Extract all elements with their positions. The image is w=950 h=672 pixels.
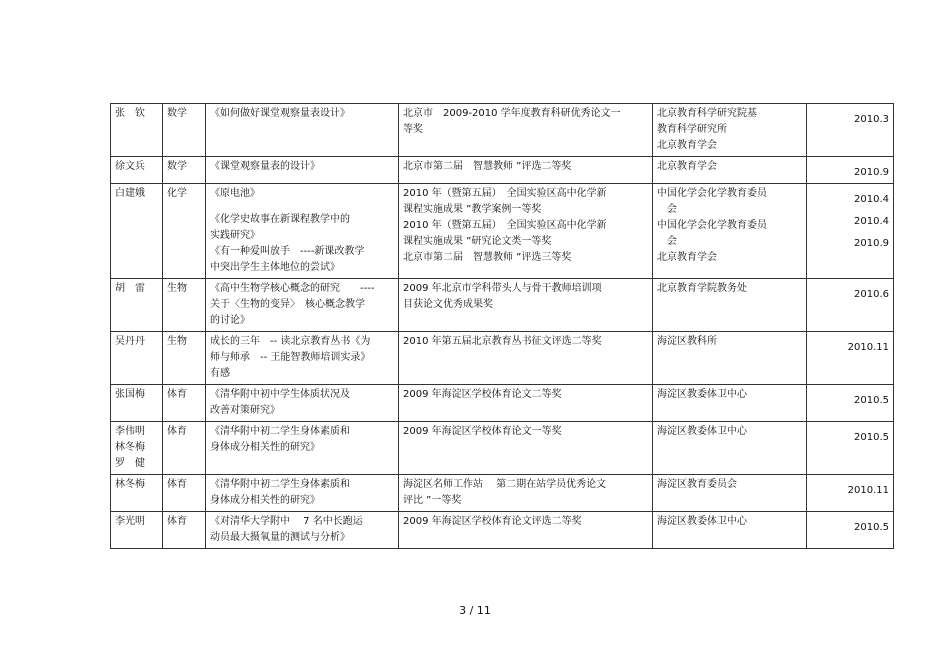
- paper-title-line: 关于〈生物的变异〉 核心概念教学: [210, 299, 365, 310]
- paper-title-line: 师与师承 -- 王能智教师培训实录》: [210, 352, 371, 363]
- teacher-name-line: 林冬梅: [115, 442, 145, 453]
- table-row: [111, 512, 894, 549]
- awards-table-body: [111, 104, 894, 549]
- table-row: [111, 422, 894, 475]
- issuing-organization-cell: [653, 385, 807, 422]
- subject-text: 体育: [167, 479, 187, 490]
- issuing-organization-line: 海淀区教委体卫中心: [657, 389, 747, 400]
- award-date-line: 2010.4: [854, 216, 889, 227]
- award-line: 2009 年海淀区学校体育论文评选二等奖: [403, 516, 582, 527]
- table-row: [111, 184, 894, 279]
- award-line: 课程实施成果 ”研究论文类一等奖: [403, 236, 552, 247]
- paper-title-line: 《对清华大学附中 7 名中长跑运: [210, 516, 363, 527]
- subject-text: 体育: [167, 426, 187, 437]
- award-cell: [399, 422, 653, 475]
- subject-cell: [163, 332, 206, 385]
- paper-title-line: 改善对策研究》: [210, 405, 280, 416]
- paper-title-line: 实践研究》: [210, 230, 260, 241]
- award-cell: [399, 512, 653, 549]
- award-line: 北京市第二届 智慧教师 ”评选三等奖: [403, 252, 572, 263]
- award-date-line: 2010.11: [847, 342, 889, 353]
- award-date-line: 2010.9: [854, 238, 889, 249]
- subject-text: 体育: [167, 389, 187, 400]
- award-cell: [399, 332, 653, 385]
- issuing-organization-cell: [653, 512, 807, 549]
- paper-title-line: 的讨论》: [210, 315, 250, 326]
- paper-title-line: 《有一种爱叫放手 ----新课改教学: [210, 246, 365, 257]
- award-date-cell: [807, 184, 894, 279]
- subject-cell: [163, 104, 206, 157]
- award-line: 课程实施成果 ”教学案例一等奖: [403, 204, 542, 215]
- issuing-organization-line: 北京教育学院教务处: [657, 283, 747, 294]
- award-date-line: 2010.4: [854, 194, 889, 205]
- award-date-line: 2010.9: [854, 167, 889, 178]
- teacher-name-cell: [111, 385, 163, 422]
- paper-title-cell: [206, 422, 399, 475]
- teacher-name-cell: [111, 184, 163, 279]
- award-line: 2009 年北京市学科带头人与骨干教师培训项: [403, 283, 602, 294]
- subject-text: 体育: [167, 516, 187, 527]
- teacher-name-line: 胡 雷: [115, 283, 145, 294]
- award-cell: [399, 157, 653, 184]
- paper-title-line: 《如何做好课堂观察量表设计》: [210, 108, 350, 119]
- award-date-line: 2010.3: [854, 114, 889, 125]
- issuing-organization-cell: [653, 157, 807, 184]
- teacher-name-line: 吴丹丹: [115, 336, 145, 347]
- award-date-cell: [807, 512, 894, 549]
- paper-title-line: 《原电池》: [210, 188, 260, 199]
- issuing-organization-line: 教育科学研究所: [657, 124, 727, 135]
- paper-title-line: 成长的三年 -- 读北京教育丛书《为: [210, 336, 371, 347]
- table-row: [111, 332, 894, 385]
- subject-text: 生物: [167, 336, 187, 347]
- paper-title-cell: [206, 512, 399, 549]
- issuing-organization-line: 北京教育学会: [657, 140, 717, 151]
- award-line: 海淀区名师工作站 第二期在站学员优秀论文: [403, 479, 607, 490]
- issuing-organization-line: 海淀区教委体卫中心: [657, 426, 747, 437]
- teacher-name-line: 罗 健: [115, 458, 145, 469]
- award-date-line: 2010.5: [854, 522, 889, 533]
- award-line: 2009 年海淀区学校体育论文一等奖: [403, 426, 562, 437]
- teacher-name-line: 徐文兵: [115, 161, 145, 172]
- issuing-organization-line: 会: [657, 236, 677, 247]
- paper-title-cell: [206, 157, 399, 184]
- award-line: 北京市第二届 智慧教师 ”评选二等奖: [403, 161, 572, 172]
- subject-cell: [163, 279, 206, 332]
- table-row: [111, 104, 894, 157]
- teacher-name-line: 李伟明: [115, 426, 145, 437]
- subject-cell: [163, 157, 206, 184]
- award-cell: [399, 184, 653, 279]
- issuing-organization-cell: [653, 475, 807, 512]
- paper-title-cell: [206, 279, 399, 332]
- award-cell: [399, 279, 653, 332]
- award-date-line: 2010.5: [854, 395, 889, 406]
- subject-cell: [163, 422, 206, 475]
- subject-cell: [163, 184, 206, 279]
- paper-title-line: 《清华附中初二学生身体素质和: [210, 426, 350, 437]
- award-date-cell: [807, 279, 894, 332]
- table-row: [111, 157, 894, 184]
- teacher-name-cell: [111, 104, 163, 157]
- award-date-cell: [807, 157, 894, 184]
- paper-title-cell: [206, 332, 399, 385]
- teacher-name-cell: [111, 475, 163, 512]
- award-cell: [399, 385, 653, 422]
- issuing-organization-line: 北京教育科学研究院基: [657, 108, 757, 119]
- issuing-organization-line: 海淀区教育委员会: [657, 479, 737, 490]
- table-row: [111, 385, 894, 422]
- award-date-cell: [807, 385, 894, 422]
- table-row: [111, 279, 894, 332]
- paper-title-cell: [206, 475, 399, 512]
- teacher-name-line: 张 钦: [115, 108, 145, 119]
- paper-title-cell: [206, 104, 399, 157]
- page-number: 3 / 11: [459, 604, 491, 617]
- paper-title-line: 中突出学生主体地位的尝试》: [210, 262, 340, 273]
- award-date-cell: [807, 104, 894, 157]
- award-date-cell: [807, 475, 894, 512]
- subject-cell: [163, 512, 206, 549]
- issuing-organization-line: 中国化学会化学教育委员: [657, 188, 767, 199]
- issuing-organization-line: 中国化学会化学教育委员: [657, 220, 767, 231]
- teacher-name-cell: [111, 157, 163, 184]
- paper-title-line: 《清华附中初中学生体质状况及: [210, 389, 350, 400]
- subject-text: 数学: [167, 161, 187, 172]
- teacher-name-line: 张国梅: [115, 389, 145, 400]
- teacher-name-cell: [111, 279, 163, 332]
- paper-title-line: 《课堂观察量表的设计》: [210, 161, 320, 172]
- award-line: 2010 年第五届北京教育丛书征文评选二等奖: [403, 336, 602, 347]
- paper-title-cell: [206, 184, 399, 279]
- paper-title-line: 身体成分相关性的研究》: [210, 442, 320, 453]
- issuing-organization-line: 会: [657, 204, 677, 215]
- subject-cell: [163, 475, 206, 512]
- issuing-organization-line: 北京教育学会: [657, 161, 717, 172]
- issuing-organization-line: 北京教育学会: [657, 252, 717, 263]
- teacher-name-cell: [111, 332, 163, 385]
- issuing-organization-line: 海淀区教委体卫中心: [657, 516, 747, 527]
- issuing-organization-cell: [653, 104, 807, 157]
- paper-title-line: 《清华附中初二学生身体素质和: [210, 479, 350, 490]
- awards-table: [110, 103, 894, 549]
- award-date-line: 2010.5: [854, 432, 889, 443]
- issuing-organization-cell: [653, 332, 807, 385]
- issuing-organization-cell: [653, 422, 807, 475]
- paper-title-line: 身体成分相关性的研究》: [210, 495, 320, 506]
- award-date-line: 2010.6: [854, 289, 889, 300]
- award-cell: [399, 104, 653, 157]
- award-line: 目获论文优秀成果奖: [403, 299, 493, 310]
- issuing-organization-cell: [653, 184, 807, 279]
- table-row: [111, 475, 894, 512]
- paper-title-line: [210, 202, 394, 212]
- award-cell: [399, 475, 653, 512]
- award-line: 北京市 2009-2010 学年度教育科研优秀论文一: [403, 108, 621, 119]
- paper-title-cell: [206, 385, 399, 422]
- teacher-name-cell: [111, 512, 163, 549]
- award-line: 2009 年海淀区学校体育论文二等奖: [403, 389, 562, 400]
- award-date-cell: [807, 422, 894, 475]
- subject-text: 数学: [167, 108, 187, 119]
- teacher-name-line: 林冬梅: [115, 479, 145, 490]
- teacher-name-line: 李光明: [115, 516, 145, 527]
- teacher-name-line: 白建娥: [115, 188, 145, 199]
- subject-text: 生物: [167, 283, 187, 294]
- subject-text: 化学: [167, 188, 187, 199]
- paper-title-line: 有感: [210, 368, 230, 379]
- paper-title-line: 《高中生物学核心概念的研究 ----: [210, 283, 375, 294]
- award-date-cell: [807, 332, 894, 385]
- paper-title-line: 《化学史故事在新课程教学中的: [210, 214, 350, 225]
- subject-cell: [163, 385, 206, 422]
- award-line: 等奖: [403, 124, 423, 135]
- award-line: 2010 年（暨第五届） 全国实验区高中化学新: [403, 220, 607, 231]
- teacher-name-cell: [111, 422, 163, 475]
- award-line: 2010 年（暨第五届） 全国实验区高中化学新: [403, 188, 607, 199]
- issuing-organization-line: 海淀区教科所: [657, 336, 717, 347]
- paper-title-line: 动员最大摄氧量的测试与分析》: [210, 532, 350, 543]
- award-date-line: 2010.11: [847, 485, 889, 496]
- award-line: 评比 ”一等奖: [403, 495, 462, 506]
- issuing-organization-cell: [653, 279, 807, 332]
